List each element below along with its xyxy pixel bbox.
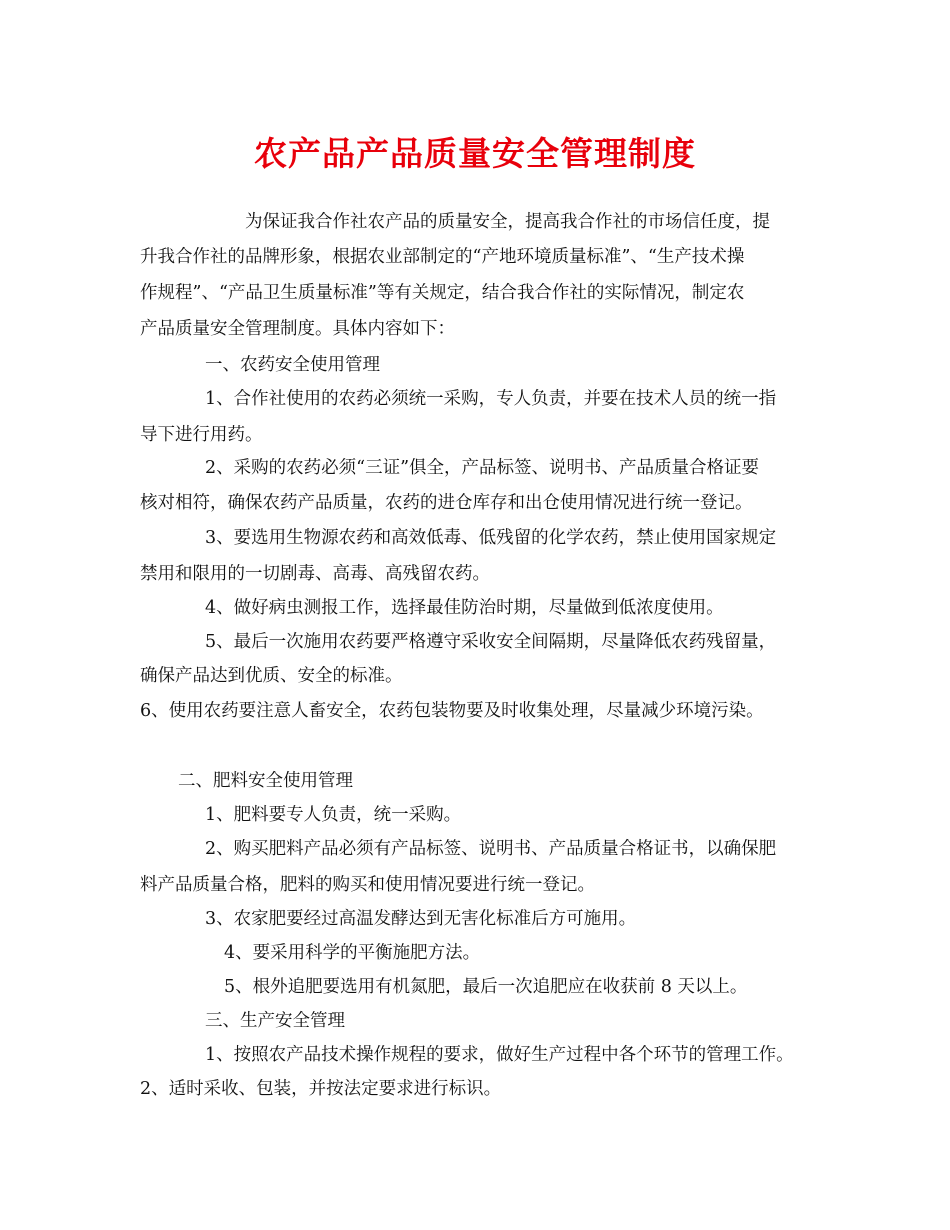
section3-heading: 三、生产安全管理 [205, 1011, 345, 1031]
section1-item2-line1: 2、采购的农药必须“三证”俱全，产品标签、说明书、产品质量合格证要 [205, 458, 760, 478]
section2-item1-line1: 1、肥料要专人负责，统一采购。 [205, 805, 462, 825]
section3-item2-line1: 2、适时采收、包装，并按法定要求进行标识。 [140, 1079, 502, 1099]
intro-line-2: 升我合作社的品牌形象，根据农业部制定的“产地环境质量标准”、“生产技术操 [140, 247, 745, 267]
section1-item3-line1: 3、要选用生物源农药和高效低毒、低残留的化学农药，禁止使用国家规定 [205, 528, 777, 548]
page-title: 农产品产品质量安全管理制度 [254, 134, 696, 173]
section1-item3-line2: 禁用和限用的一切剧毒、高毒、高残留农药。 [140, 564, 490, 584]
intro-line-4: 产品质量安全管理制度。具体内容如下： [140, 319, 455, 339]
section1-item1-line1: 1、合作社使用的农药必须统一采购，专人负责，并要在技术人员的统一指 [205, 389, 777, 409]
section2-item4-line1: 4、要采用科学的平衡施肥方法。 [224, 943, 481, 963]
section2-item2-line2: 料产品质量合格，肥料的购买和使用情况要进行统一登记。 [140, 875, 595, 895]
section2-heading: 二、肥料安全使用管理 [178, 771, 353, 791]
section3-item1-line1: 1、按照农产品技术操作规程的要求，做好生产过程中各个环节的管理工作。 [205, 1045, 794, 1065]
section1-item6-line1: 6、使用农药要注意人畜安全，农药包装物要及时收集处理，尽量减少环境污染。 [140, 701, 764, 721]
section1-item4-line1: 4、做好病虫测报工作，选择最佳防治时期，尽量做到低浓度使用。 [205, 598, 724, 618]
section1-item1-line2: 导下进行用药。 [140, 425, 263, 445]
intro-line-1: 为保证我合作社农产品的质量安全，提高我合作社的市场信任度，提 [245, 212, 770, 232]
section1-item5-line1: 5、最后一次施用农药要严格遵守采收安全间隔期，尽量降低农药残留量， [205, 632, 777, 652]
section2-item2-line1: 2、购买肥料产品必须有产品标签、说明书、产品质量合格证书，以确保肥 [205, 839, 777, 859]
section1-heading: 一、农药安全使用管理 [205, 355, 380, 375]
section2-item5-line1: 5、根外追肥要选用有机氮肥，最后一次追肥应在收获前 8 天以上。 [224, 977, 748, 997]
intro-line-3: 作规程”、“产品卫生质量标准”等有关规定，结合我合作社的实际情况，制定农 [140, 283, 745, 303]
section2-item3-line1: 3、农家肥要经过高温发酵达到无害化标准后方可施用。 [205, 909, 637, 929]
section1-item5-line2: 确保产品达到优质、安全的标准。 [140, 666, 403, 686]
section1-item2-line2: 核对相符，确保农药产品质量，农药的进仓库存和出仓使用情况进行统一登记。 [140, 493, 753, 513]
